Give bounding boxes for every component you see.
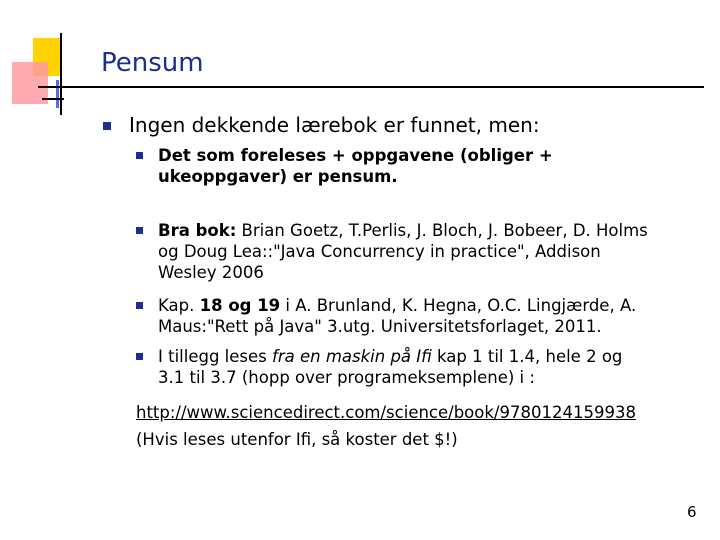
decor-vertical-line bbox=[60, 33, 62, 115]
sub3-prefix: Kap. bbox=[158, 296, 200, 315]
book-label: Bra bok: bbox=[158, 221, 237, 240]
sub2-line3: Wesley 2006 bbox=[158, 263, 264, 282]
sub1-line1: Det som foreleses + oppgavene (obliger + bbox=[158, 146, 553, 165]
slide-title: Pensum bbox=[101, 48, 204, 78]
title-divider bbox=[38, 86, 704, 88]
sub4-italic: fra en maskin på Ifi bbox=[272, 347, 432, 366]
sub4-line1: kap 1 til 1.4, hele 2 og bbox=[431, 347, 623, 366]
sub3-line2: Maus:"Rett på Java" 3.utg. Universitetsforlaget, 2011. bbox=[158, 317, 602, 336]
bullet-square-icon bbox=[136, 227, 143, 234]
bullet-square-icon bbox=[136, 302, 143, 309]
page-number: 6 bbox=[687, 503, 697, 521]
sub3-chapters: 18 og 19 bbox=[199, 296, 281, 315]
sub3-line1: i A. Brunland, K. Hegna, O.C. Lingjærde, A. bbox=[280, 296, 637, 315]
bullet-square-icon bbox=[103, 122, 111, 130]
bullet-square-icon bbox=[136, 353, 143, 360]
main-bullet-text: Ingen dekkende lærebok er funnet, men: bbox=[129, 113, 540, 137]
decor-blue-line bbox=[56, 80, 59, 108]
sub2-line1: Brian Goetz, T.Perlis, J. Bloch, J. Bobeer, D. Holms bbox=[236, 221, 648, 240]
decor-short-line bbox=[42, 98, 64, 100]
sub4-line2: 3.1 til 3.7 (hopp over programeksemplene) i : bbox=[158, 368, 535, 387]
sub1-line2: ukeoppgaver) er pensum. bbox=[158, 167, 398, 186]
bullet-square-icon bbox=[136, 152, 143, 159]
cost-note: (Hvis leses utenfor Ifi, så koster det $!) bbox=[136, 430, 458, 449]
sub2-line2: og Doug Lea::"Java Concurrency in practice", Addison bbox=[158, 242, 601, 261]
sciencedirect-link[interactable]: http://www.sciencedirect.com/science/book/9780124159938 bbox=[136, 403, 636, 422]
sub4-prefix: I tillegg leses bbox=[158, 347, 273, 366]
